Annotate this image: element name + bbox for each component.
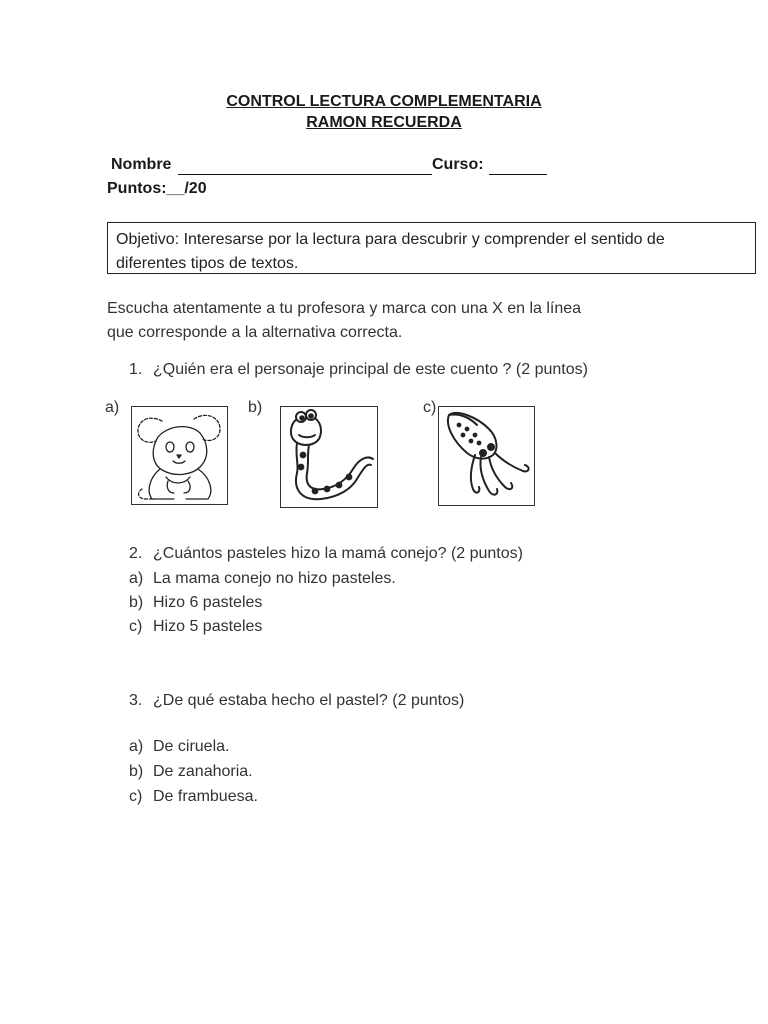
answer-option[interactable] bbox=[129, 788, 258, 806]
option-text: Hizo 5 pasteles bbox=[153, 618, 263, 635]
objetivo-line1: Objetivo: Interesarse por la lectura para descubrir y comprender el sentido de bbox=[116, 231, 665, 248]
snake-icon bbox=[281, 407, 377, 507]
squid-icon bbox=[439, 407, 534, 505]
answer-option[interactable] bbox=[129, 570, 396, 588]
option-picture-c[interactable] bbox=[438, 406, 535, 506]
option-picture-b[interactable] bbox=[280, 406, 378, 508]
question-1 bbox=[129, 361, 588, 379]
nombre-blank[interactable] bbox=[178, 174, 432, 175]
puntos-label: Puntos:__/20 bbox=[107, 180, 207, 197]
instructions-line2: que corresponde a la alternativa correcta. bbox=[107, 324, 403, 341]
page-subtitle: RAMON RECUERDA bbox=[306, 114, 462, 131]
option-letter-c: c) bbox=[423, 399, 437, 416]
option-letter: b) bbox=[129, 594, 144, 611]
objetivo-line2: diferentes tipos de textos. bbox=[116, 255, 299, 272]
nombre-label: Nombre bbox=[111, 156, 172, 173]
option-letter: a) bbox=[129, 738, 144, 755]
option-letter: c) bbox=[129, 618, 143, 635]
option-letter: c) bbox=[129, 788, 143, 805]
question-number: 2. bbox=[129, 545, 143, 562]
question-2 bbox=[129, 545, 523, 563]
question-text: ¿De qué estaba hecho el pastel? (2 puntos) bbox=[153, 692, 465, 709]
objetivo-box bbox=[107, 222, 756, 274]
option-text: De frambuesa. bbox=[153, 788, 258, 805]
option-text: De ciruela. bbox=[153, 738, 230, 755]
option-text: De zanahoria. bbox=[153, 763, 253, 780]
question-text: ¿Quién era el personaje principal de este cuento ? (2 puntos) bbox=[153, 361, 588, 378]
curso-blank[interactable] bbox=[489, 174, 547, 175]
page-title: CONTROL LECTURA COMPLEMENTARIA bbox=[226, 93, 542, 110]
question-3 bbox=[129, 692, 464, 710]
answer-option[interactable] bbox=[129, 594, 262, 612]
question-number: 1. bbox=[129, 361, 143, 378]
answer-option[interactable] bbox=[129, 738, 229, 756]
answer-option[interactable] bbox=[129, 763, 253, 781]
curso-label: Curso: bbox=[432, 156, 484, 173]
instructions-line1: Escucha atentamente a tu profesora y marca con una X en la línea bbox=[107, 300, 582, 317]
option-picture-a[interactable] bbox=[131, 406, 228, 505]
option-text: Hizo 6 pasteles bbox=[153, 594, 263, 611]
question-text: ¿Cuántos pasteles hizo la mamá conejo? (2 puntos) bbox=[153, 545, 523, 562]
question-number: 3. bbox=[129, 692, 143, 709]
option-letter-a: a) bbox=[105, 399, 120, 416]
option-text: La mama conejo no hizo pasteles. bbox=[153, 570, 396, 587]
rabbit-icon bbox=[132, 407, 227, 504]
option-letter: a) bbox=[129, 570, 144, 587]
answer-option[interactable] bbox=[129, 618, 262, 636]
option-letter-b: b) bbox=[248, 399, 263, 416]
option-letter: b) bbox=[129, 763, 144, 780]
